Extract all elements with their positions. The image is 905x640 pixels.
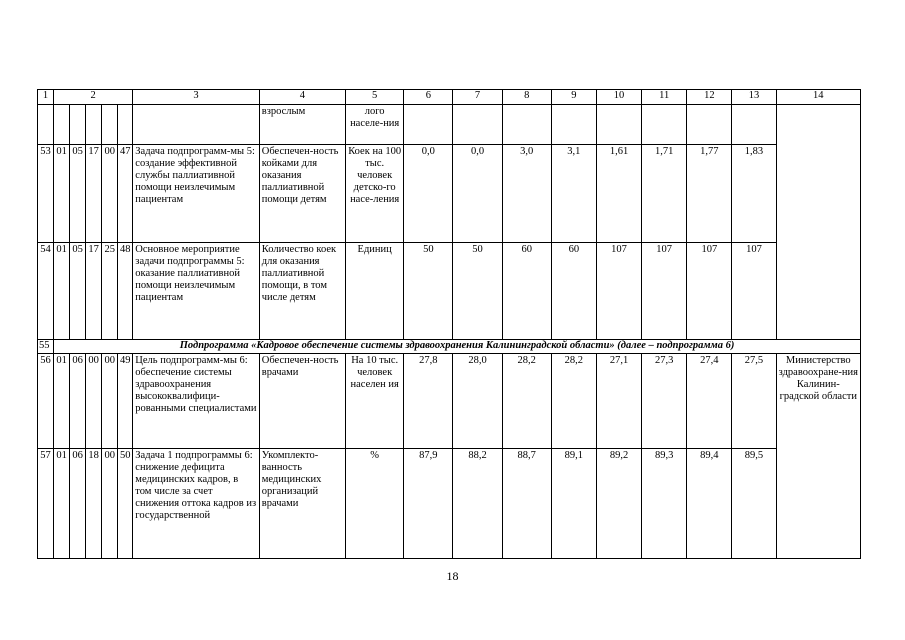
value-cell: 107 [642,243,687,340]
value-cell: 88,7 [502,449,551,559]
name-cell: Основное мероприятие задачи подпрограммы 5: оказание паллиативной помощи неизлечимым пациентам [133,243,259,340]
value-cell: 27,5 [732,354,776,449]
code-cell: 18 [86,449,102,559]
code-cell: 01 [54,354,70,449]
indicator-cell: Количество коек для оказания паллиативной помощи, в том числе детям [259,243,345,340]
value-cell: 60 [551,243,596,340]
code-cell: 01 [54,145,70,243]
header-cell: 6 [404,90,453,105]
header-cell: 4 [259,90,345,105]
value-cell: 27,4 [687,354,732,449]
value-cell: 1,77 [687,145,732,243]
unit-cell: % [346,449,404,559]
value-cell: 28,0 [453,354,502,449]
code-cell: 47 [118,145,133,243]
value-cell: 50 [404,243,453,340]
value-cell: 89,2 [596,449,641,559]
value-cell: 107 [596,243,641,340]
header-cell: 11 [642,90,687,105]
header-cell: 13 [732,90,776,105]
value-cell: 107 [687,243,732,340]
code-cell: 48 [118,243,133,340]
value-cell: 89,4 [687,449,732,559]
row-number: 56 [38,354,54,449]
code-cell: 50 [118,449,133,559]
code-cell: 25 [102,243,118,340]
value-cell: 28,2 [551,354,596,449]
value-cell: 89,1 [551,449,596,559]
table-row [38,243,861,340]
value-cell: 3,1 [551,145,596,243]
code-cell: 05 [70,145,86,243]
header-cell: 1 [38,90,54,105]
name-cell: Цель подпрограмм-мы 6: обеспечение системы здравоохранения высококвалифици-рованными специалистами [133,354,259,449]
code-cell: 00 [86,354,102,449]
value-cell: 3,0 [502,145,551,243]
code-cell: 06 [70,354,86,449]
name-cell: Задача 1 подпрограммы 6: снижение дефицита медицинских кадров, в том числе за счет снижения оттока кадров из государственной [133,449,259,559]
table-row-continuation [38,105,861,145]
code-cell: 06 [70,449,86,559]
section-title: Подпрограмма «Кадровое обеспечение системы здравоохранения Калининградской области» (далее – подпрограмма 6) [54,340,861,354]
code-cell: 05 [70,243,86,340]
header-cell: 10 [596,90,641,105]
unit-cell: На 10 тыс. человек населен ия [346,354,404,449]
executor-cell [776,105,860,340]
row-number: 57 [38,449,54,559]
value-cell: 0,0 [453,145,502,243]
header-cell: 7 [453,90,502,105]
indicators-table [37,89,861,559]
value-cell: 89,3 [642,449,687,559]
row-number: 55 [38,340,54,354]
table-row [38,449,861,559]
value-cell: 87,9 [404,449,453,559]
indicator-cell: взрослым [259,105,345,145]
table-row [38,145,861,243]
value-cell: 88,2 [453,449,502,559]
code-cell: 17 [86,243,102,340]
page-number: 18 [446,569,459,583]
code-cell: 01 [54,243,70,340]
value-cell: 60 [502,243,551,340]
header-cell: 5 [346,90,404,105]
code-cell: 00 [102,449,118,559]
unit-cell: лого населе-ния [346,105,404,145]
value-cell: 27,1 [596,354,641,449]
name-cell: Задача подпрограмм-мы 5: создание эффективной службы паллиативной помощи неизлечимым пациентам [133,145,259,243]
value-cell: 0,0 [404,145,453,243]
code-cell: 00 [102,354,118,449]
header-cell: 14 [776,90,860,105]
header-cell: 3 [133,90,259,105]
code-cell: 17 [86,145,102,243]
section-row [38,340,861,354]
value-cell: 27,8 [404,354,453,449]
code-cell: 49 [118,354,133,449]
value-cell: 28,2 [502,354,551,449]
indicator-cell: Обеспечен-ность врачами [259,354,345,449]
value-cell: 89,5 [732,449,776,559]
code-cell: 01 [54,449,70,559]
header-cell: 12 [687,90,732,105]
executor-cell: Министерство здравоохране-ния Калинин-градской области [776,354,860,559]
header-cell: 8 [502,90,551,105]
unit-cell: Единиц [346,243,404,340]
value-cell: 27,3 [642,354,687,449]
value-cell: 1,83 [732,145,776,243]
value-cell: 107 [732,243,776,340]
code-cell: 00 [102,145,118,243]
value-cell: 1,61 [596,145,641,243]
row-number: 53 [38,145,54,243]
row-number: 54 [38,243,54,340]
indicator-cell: Обеспечен-ность койками для оказания паллиативной помощи детям [259,145,345,243]
header-row [38,90,861,105]
value-cell: 50 [453,243,502,340]
header-cell: 9 [551,90,596,105]
indicator-cell: Укомплекто-ванность медицинских организаций врачами [259,449,345,559]
value-cell: 1,71 [642,145,687,243]
header-cell: 2 [54,90,133,105]
unit-cell: Коек на 100 тыс. человек детско-го насе-ления [346,145,404,243]
table-row [38,354,861,449]
